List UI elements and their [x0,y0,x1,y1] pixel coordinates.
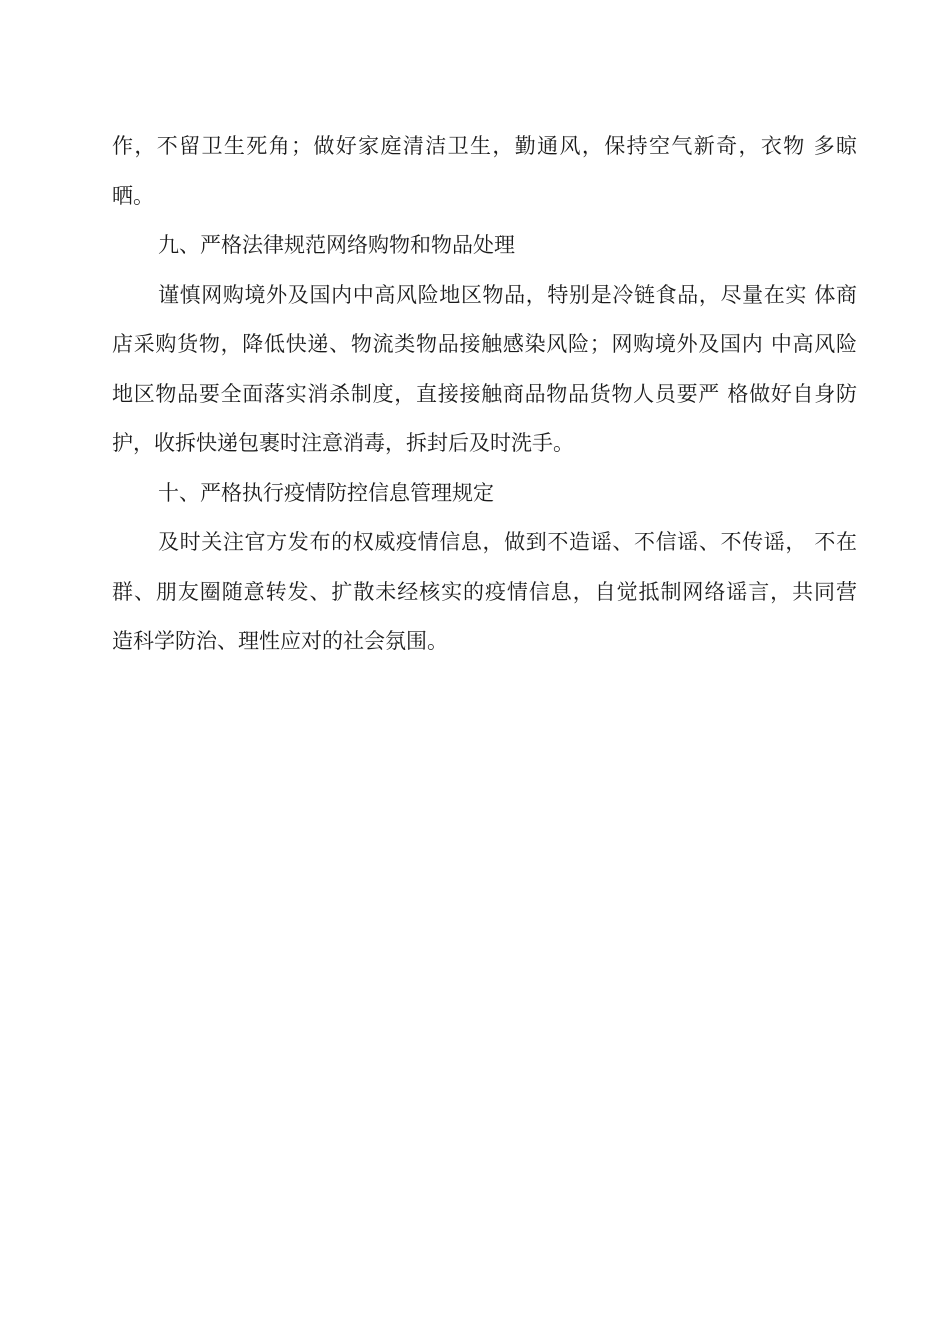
paragraph-line: 护，收拆快递包裹时注意消毒，拆封后及时洗手。 [112,431,574,455]
section-heading-10: 十、严格执行疫情防控信息管理规定 [158,480,494,505]
paragraph-line: 地区物品要全面落实消杀制度，直接接触商品物品货物人员要严 格做好自身防 [112,381,857,406]
document-body [112,122,857,667]
paragraph-line: 及时关注官方发布的权威疫情信息，做到不造谣、不信谣、不传谣， 不在 [158,530,857,554]
paragraph-line: 店采购货物，降低快递、物流类物品接触感染风险；网购境外及国内 中高风险 [112,332,857,356]
section-heading-9: 九、严格法律规范网络购物和物品处理 [158,233,515,257]
paragraph-line: 谨慎网购境外及国内中高风险地区物品，特别是冷链食品，尽量在实 体商 [158,282,857,307]
paragraph-line: 造科学防治、理性应对的社会氛围。 [112,629,448,653]
paragraph-line: 作，不留卫生死角；做好家庭清洁卫生，勤通风，保持空气新奇，衣物 多晾 [112,134,857,158]
paragraph-line: 群、朋友圈随意转发、扩散未经核实的疫情信息，自觉抵制网络谣言，共同营 [112,579,857,604]
paragraph-line: 晒。 [112,183,154,208]
